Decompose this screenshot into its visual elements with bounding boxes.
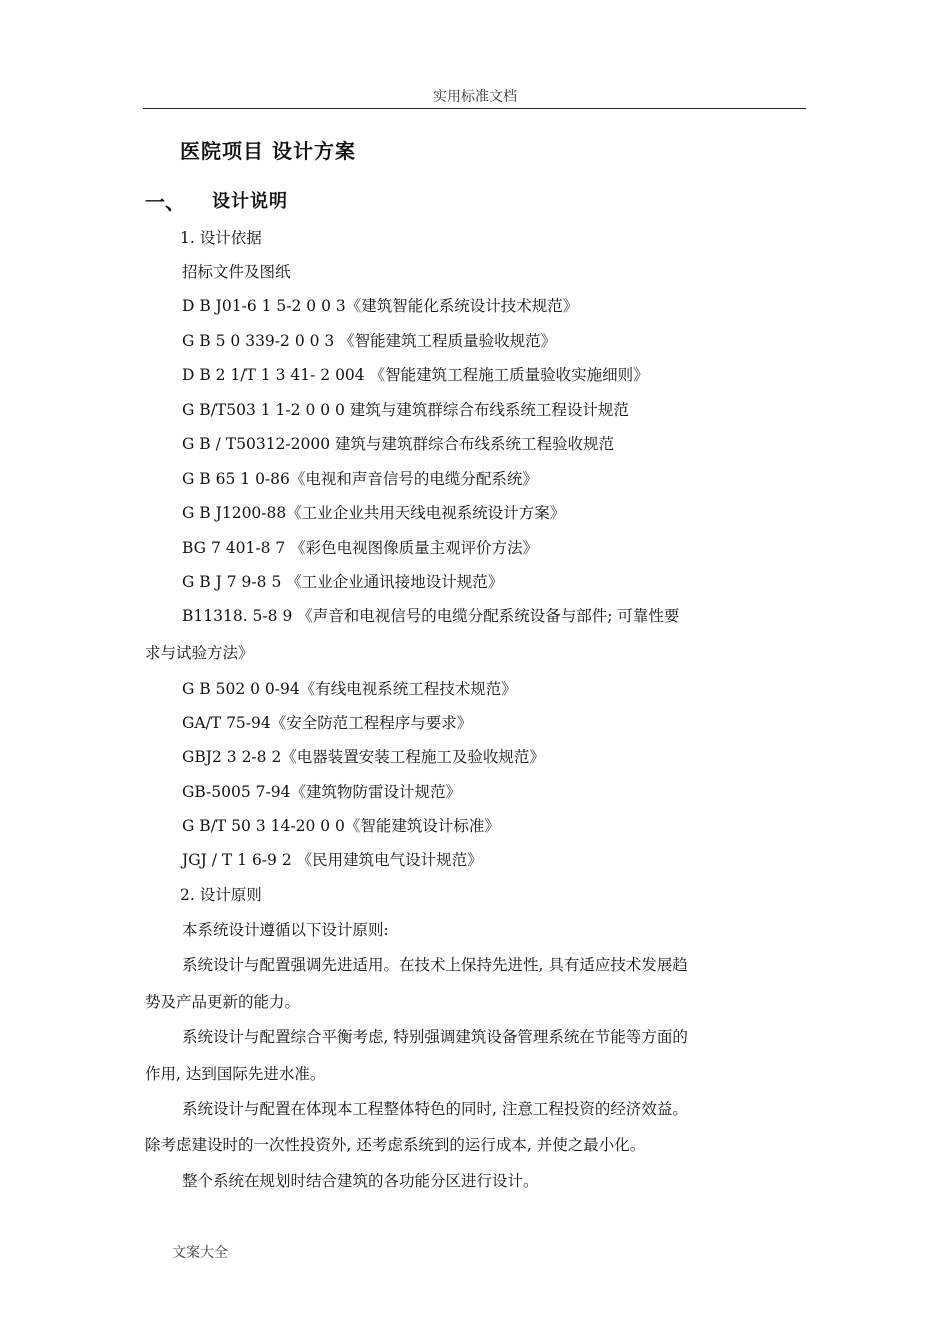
principle-line-continued: 作用, 达到国际先进水准。 bbox=[145, 1065, 326, 1083]
header-rule bbox=[143, 108, 806, 109]
standard-line: D B 2 1/T 1 3 41- 2 004 《智能建筑工程施工质量验收实施细则》 bbox=[182, 366, 649, 384]
principle-line: 系统设计与配置综合平衡考虑, 特别强调建筑设备管理系统在节能等方面的 bbox=[182, 1028, 688, 1046]
principle-line-continued: 势及产品更新的能力。 bbox=[145, 993, 301, 1011]
basis-intro: 招标文件及图纸 bbox=[182, 263, 291, 281]
standard-line-continued: 求与试验方法》 bbox=[145, 644, 254, 662]
principles-intro: 本系统设计遵循以下设计原则: bbox=[182, 921, 389, 939]
standard-line: G B/T 50 3 14-20 0 0《智能建筑设计标准》 bbox=[182, 817, 500, 835]
standard-line: G B J 7 9-8 5 《工业企业通讯接地设计规范》 bbox=[182, 573, 504, 591]
section-number: 一、 bbox=[145, 190, 185, 214]
principle-line: 系统设计与配置强调先进适用。在技术上保持先进性, 具有适应技术发展趋 bbox=[182, 956, 688, 974]
section-title: 设计说明 bbox=[212, 191, 288, 212]
item-heading-basis: 1. 设计依据 bbox=[180, 229, 262, 247]
standard-line: G B 5 0 339-2 0 0 3 《智能建筑工程质量验收规范》 bbox=[182, 332, 557, 350]
standard-line: BG 7 401-8 7 《彩色电视图像质量主观评价方法》 bbox=[182, 539, 539, 557]
standard-line: GBJ2 3 2-8 2《电器装置安装工程施工及验收规范》 bbox=[182, 748, 545, 766]
standard-line: GB-5005 7-94《建筑物防雷设计规范》 bbox=[182, 783, 461, 801]
standard-line: D B J01-6 1 5-2 0 0 3《建筑智能化系统设计技术规范》 bbox=[182, 297, 579, 315]
standard-line: G B / T50312-2000 建筑与建筑群综合布线系统工程验收规范 bbox=[182, 435, 615, 453]
standard-line: G B/T503 1 1-2 0 0 0 建筑与建筑群综合布线系统工程设计规范 bbox=[182, 401, 629, 419]
item-heading-principles: 2. 设计原则 bbox=[180, 886, 262, 904]
standard-line: JGJ / T 1 6-9 2 《民用建筑电气设计规范》 bbox=[182, 851, 483, 869]
principle-line: 整个系统在规划时结合建筑的各功能分区进行设计。 bbox=[182, 1172, 539, 1190]
page-footer: 文案大全 bbox=[172, 1245, 228, 1261]
standard-line: B11318. 5-8 9 《声音和电视信号的电缆分配系统设备与部件; 可靠性要 bbox=[182, 607, 680, 625]
document-title: 医院项目 设计方案 bbox=[180, 139, 356, 163]
principle-line-continued: 除考虑建设时的一次性投资外, 还考虑系统到的运行成本, 并使之最小化。 bbox=[145, 1136, 646, 1154]
principle-line: 系统设计与配置在体现本工程整体特色的同时, 注意工程投资的经济效益。 bbox=[182, 1100, 688, 1118]
standard-line: G B 502 0 0-94《有线电视系统工程技术规范》 bbox=[182, 680, 517, 698]
standard-line: GA/T 75-94《安全防范工程程序与要求》 bbox=[182, 714, 473, 732]
standard-line: G B 65 1 0-86《电视和声音信号的电缆分配系统》 bbox=[182, 470, 538, 488]
page-header: 实用标准文档 bbox=[433, 89, 517, 105]
standard-line: G B J1200-88《工业企业共用天线电视系统设计方案》 bbox=[182, 504, 566, 522]
